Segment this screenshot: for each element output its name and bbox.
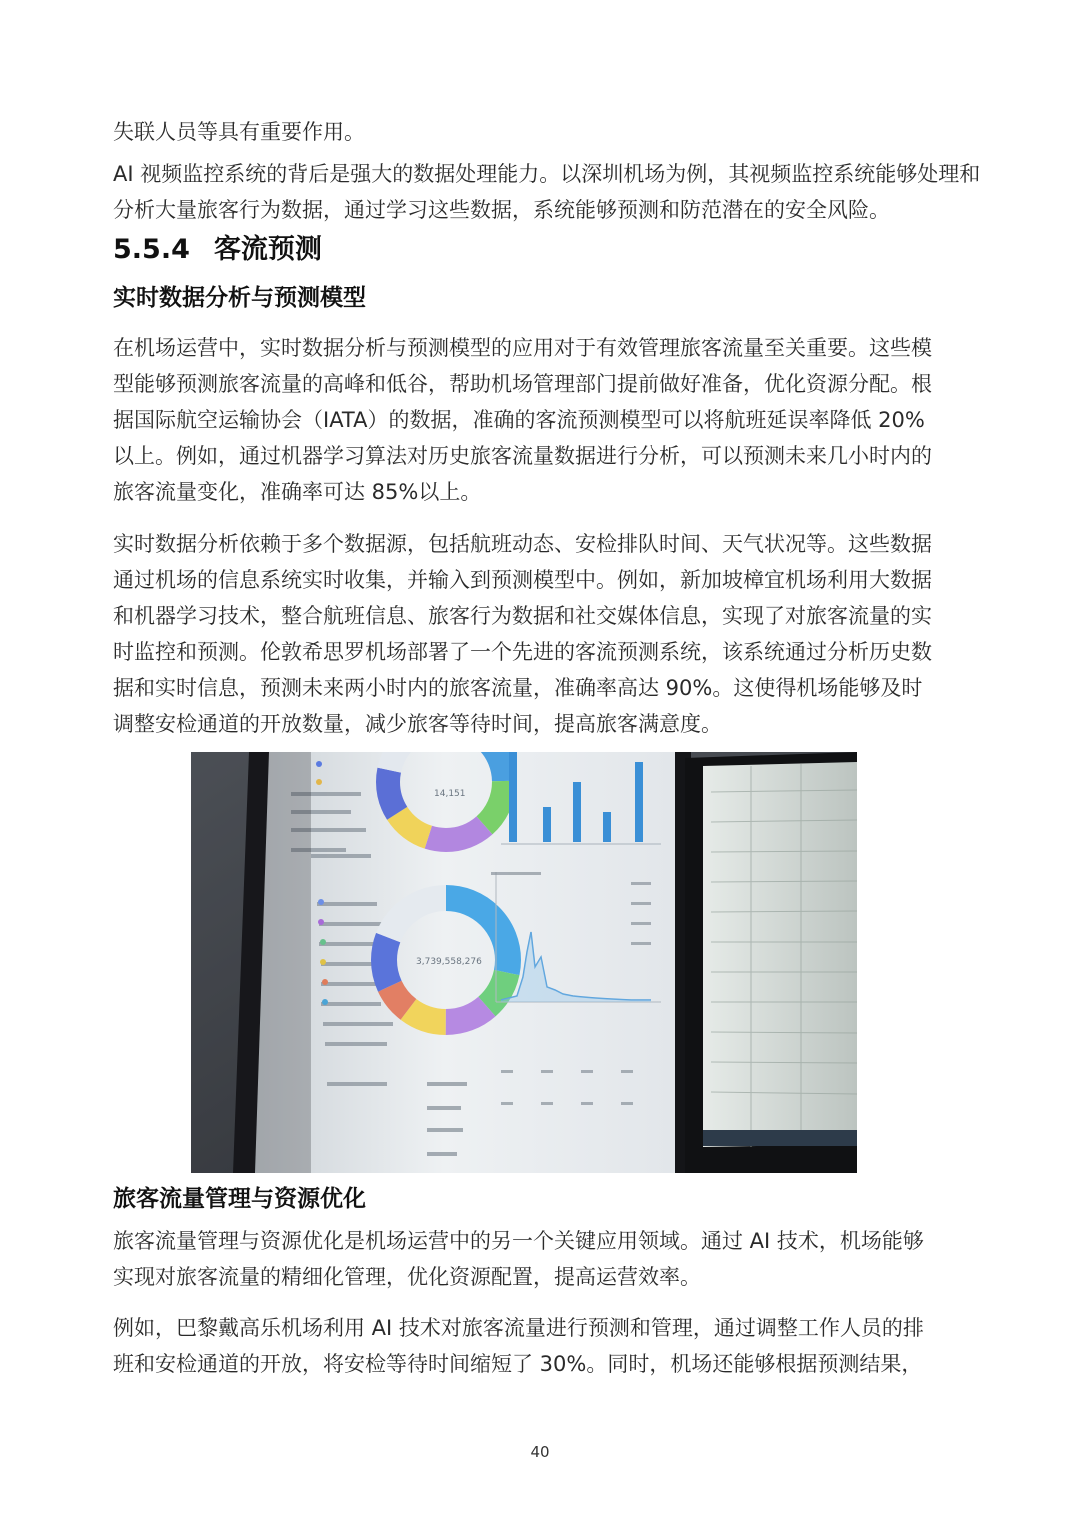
subsection-heading-realtime: 实时数据分析与预测模型 <box>113 285 366 311</box>
text-line: 例如，巴黎戴高乐机场利用 AI 技术对旅客流量进行预测和管理，通过调整工作人员的排 <box>113 1316 924 1340</box>
text-line: 调整安检通道的开放数量，减少旅客等待时间，提高旅客满意度。 <box>113 712 722 736</box>
text-line: 实现对旅客流量的精细化管理，优化资源配置，提高运营效率。 <box>113 1265 701 1289</box>
photo-illustration <box>191 752 857 1173</box>
donut-top-label: 14,151 <box>434 789 466 799</box>
text-line: 以上。例如，通过机器学习算法对历史旅客流量数据进行分析，可以预测未来几小时内的 <box>113 444 932 468</box>
text-line: 据国际航空运输协会（IATA）的数据，准确的客流预测模型可以将航班延误率降低 20% <box>113 408 925 432</box>
donut-center-label: 3,739,558,276 <box>416 957 482 967</box>
text-line: 通过机场的信息系统实时收集，并输入到预测模型中。例如，新加坡樟宜机场利用大数据 <box>113 568 932 592</box>
text-line: 失联人员等具有重要作用。 <box>113 120 365 144</box>
text-line: 实时数据分析依赖于多个数据源，包括航班动态、安检排队时间、天气状况等。这些数据 <box>113 532 932 556</box>
second-monitor-screen <box>703 762 857 1147</box>
section-number: 5.5.4 <box>113 234 190 265</box>
flow-management-paragraph <box>113 1223 983 1295</box>
ai-video-paragraph <box>113 156 983 228</box>
section-heading <box>113 230 322 270</box>
text-line: 旅客流量管理与资源优化是机场运营中的另一个关键应用领域。通过 AI 技术，机场能够 <box>113 1229 924 1253</box>
dashboard-monitor-photo <box>191 752 857 1173</box>
text-line: AI 视频监控系统的背后是强大的数据处理能力。以深圳机场为例，其视频监控系统能够处理和 <box>113 162 981 186</box>
text-line: 型能够预测旅客流量的高峰和低谷，帮助机场管理部门提前做好准备，优化资源分配。根 <box>113 372 932 396</box>
data-sources-paragraph <box>113 526 983 742</box>
intro-paragraph <box>113 114 983 150</box>
realtime-model-paragraph <box>113 330 983 510</box>
text-line: 据和实时信息，预测未来两小时内的旅客流量，准确率高达 90%。这使得机场能够及时 <box>113 676 923 700</box>
text-line: 在机场运营中，实时数据分析与预测模型的应用对于有效管理旅客流量至关重要。这些模 <box>113 336 932 360</box>
paris-example-paragraph <box>113 1310 983 1382</box>
text-line: 旅客流量变化，准确率可达 85%以上。 <box>113 480 482 504</box>
text-line: 和机器学习技术，整合航班信息、旅客行为数据和社交媒体信息，实现了对旅客流量的实 <box>113 604 932 628</box>
text-line: 分析大量旅客行为数据，通过学习这些数据，系统能够预测和防范潜在的安全风险。 <box>113 198 890 222</box>
subsection-heading-flow: 旅客流量管理与资源优化 <box>113 1186 366 1212</box>
page-number: 40 <box>530 1443 550 1461</box>
text-line: 时监控和预测。伦敦希思罗机场部署了一个先进的客流预测系统，该系统通过分析历史数 <box>113 640 932 664</box>
text-line: 班和安检通道的开放，将安检等待时间缩短了 30%。同时，机场还能够根据预测结果， <box>113 1352 923 1376</box>
section-title: 客流预测 <box>213 234 322 265</box>
